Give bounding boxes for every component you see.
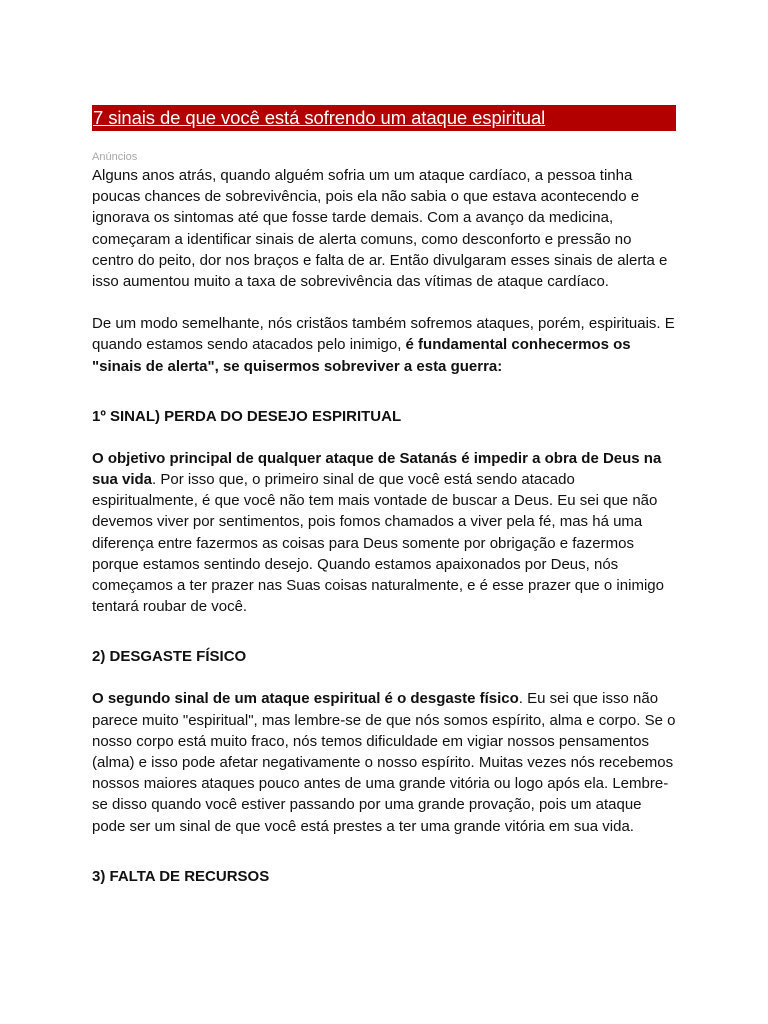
section-2-paragraph: [92, 688, 676, 836]
section-2-heading: 2) DESGASTE FÍSICO: [92, 648, 247, 666]
paragraph-2: [92, 313, 676, 377]
section-2-bold-lead: O segundo sinal de um ataque espiritual é o desgaste físico: [92, 690, 519, 708]
paragraph-2-text: De um modo semelhante, nós cristãos também sofremos ataques, porém, espirituais. E quando estamos sendo atacados pelo inimigo,: [92, 315, 675, 354]
section-1-bold-lead: O objetivo principal de qualquer ataque de Satanás é impedir a obra de Deus na sua vida: [92, 449, 662, 489]
article-title-link[interactable]: 7 sinais de que você está sofrendo um ataque espiritual: [93, 107, 546, 128]
section-2-text: . Eu sei que isso não parece muito "espiritual", mas lembre-se de que nós somos espírito, alma e corpo. Se o nosso corpo está muito fraco, nós temos dificuldade em vigiar nossos pensamentos (alma) e isso pode afetar negativamente o nosso espírito. Muitas vezes nós recebemos nossos maiores ataques pouco antes de uma grande vitória ou logo após ela. Lembre-se disso quando você estiver passando por uma grande provação, pois um ataque pode ser um sinal de que você está prestes a ter uma grande vitória em sua vida.: [92, 690, 676, 835]
section-1-text: . Por isso que, o primeiro sinal de que você está sendo atacado espiritualmente, é que você não tem mais vontade de buscar a Deus. Eu sei que não devemos viver por sentimentos, pois fomos chamados a viver pela fé, mas há uma diferença entre fazermos as coisas para Deus somente por obrigação e fazermos porque estamos sentindo desejo. Quando estamos apaixonados por Deus, nós começamos a ter prazer nas Suas coisas naturalmente, e é esse prazer que o inimigo tentará roubar de você.: [92, 471, 664, 616]
article-title-bar: [92, 105, 676, 131]
ads-label: Anúncios: [92, 151, 138, 163]
section-1-paragraph: [92, 448, 676, 618]
section-1-heading: 1º SINAL) PERDA DO DESEJO ESPIRITUAL: [92, 407, 402, 425]
paragraph-2-bold: é fundamental conhecermos os "sinais de alerta", se quisermos sobreviver a esta guerra:: [92, 336, 631, 375]
section-3-heading: 3) FALTA DE RECURSOS: [92, 867, 270, 885]
intro-paragraph: Alguns anos atrás, quando alguém sofria um um ataque cardíaco, a pessoa tinha poucas chances de sobrevivência, pois ela não sabia o que estava acontecendo e ignorava os sintomas até que fosse tarde demais. Com a avanço da medicina, começaram a identificar sinais de alerta comuns, como desconforto e pressão no centro do peito, dor nos braços e falta de ar. Então divulgaram esses sinais de alerta e isso aumentou muito a taxa de sobrevivência das vítimas de ataque cardíaco.: [92, 167, 668, 291]
article: [92, 105, 676, 887]
